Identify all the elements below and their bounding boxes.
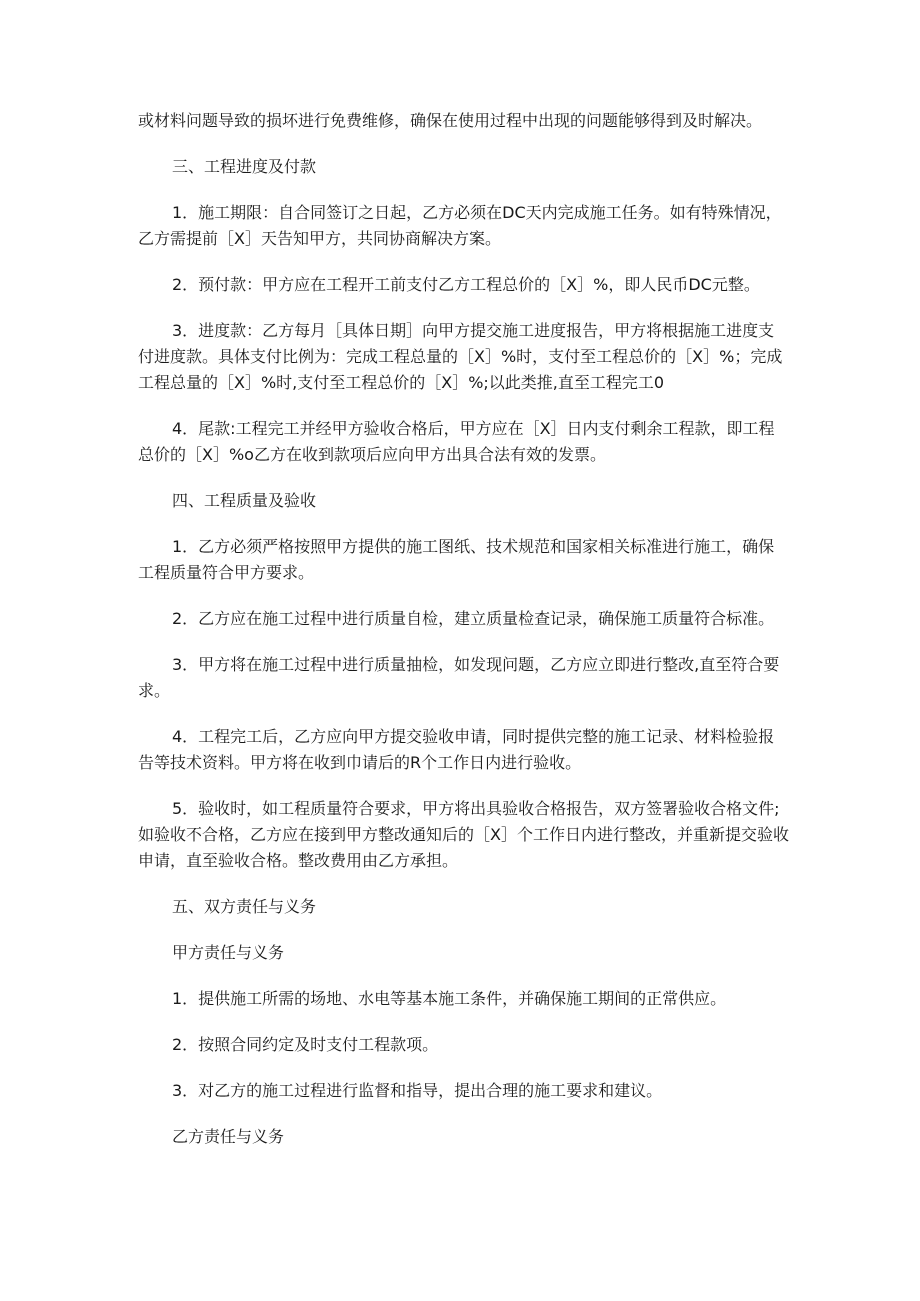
paragraph-acceptance-application: 4．工程完工后，乙方应向甲方提交验收申请，同时提供完整的施工记录、材料检验报告等技术资料。甲方将在收到巾请后的R个工作日内进行验收。 bbox=[138, 727, 775, 772]
paragraph-advance-payment: 2．预付款：甲方应在工程开工前支付乙方工程总价的［X］%，即人民币DC元整。 bbox=[172, 275, 760, 294]
paragraph-construction-period: 1．施工期限：自合同签订之日起，乙方必须在DC天内完成施工任务。如有特殊情况，乙方需提前［X］天告知甲方，共同协商解决方案。 bbox=[138, 203, 782, 248]
section-heading-responsibilities: 五、双方责任与义务 bbox=[172, 897, 317, 916]
section-heading-quality-acceptance: 四、工程质量及验收 bbox=[172, 491, 317, 510]
paragraph-party-a-payment: 2．按照合同约定及时支付工程款项。 bbox=[172, 1035, 439, 1054]
paragraph-acceptance-result: 5．验收时，如工程质量符合要求，甲方将出具验收合格报告，双方签署验收合格文件;如验收不合格，乙方应在接到甲方整改通知后的［X］个工作日内进行整改，并重新提交验收申请，直至验收合格。整改费用由乙方承担。 bbox=[138, 799, 789, 870]
subheading-party-a-duties: 甲方责任与义务 bbox=[172, 943, 285, 962]
subheading-party-b-duties: 乙方责任与义务 bbox=[172, 1127, 285, 1146]
paragraph-warranty-continuation: 或材料问题导致的损坏进行免费维修，确保在使用过程中出现的问题能够得到及时解决。 bbox=[138, 111, 763, 130]
paragraph-progress-payment: 3．进度款：乙方每月［具体日期］向甲方提交施工进度报告，甲方将根据施工进度支付进度款。具体支付比例为：完成工程总量的［X］%时，支付至工程总价的［X］%；完成工程总量的［X］%时,支付至工程总价的［X］%;以此类推,直至工程完工0 bbox=[138, 321, 783, 392]
paragraph-quality-standards: 1．乙方必须严格按照甲方提供的施工图纸、技术规范和国家相关标准进行施工，确保工程质量符合甲方要求。 bbox=[138, 537, 775, 582]
paragraph-party-a-site-conditions: 1．提供施工所需的场地、水电等基本施工条件，并确保施工期间的正常供应。 bbox=[172, 989, 727, 1008]
paragraph-spot-check: 3．甲方将在施工过程中进行质量抽检，如发现问题，乙方应立即进行整改,直至符合要求。 bbox=[138, 655, 780, 700]
paragraph-party-a-supervision: 3．对乙方的施工过程进行监督和指导，提出合理的施工要求和建议。 bbox=[172, 1081, 663, 1100]
paragraph-final-payment: 4．尾款:工程完工并经甲方验收合格后，甲方应在［X］日内支付剩余工程款，即工程总价的［X］%o乙方在收到款项后应向甲方出具合法有效的发票。 bbox=[138, 419, 775, 464]
document-body bbox=[138, 108, 790, 1170]
section-heading-schedule-payment: 三、工程进度及付款 bbox=[172, 157, 317, 176]
paragraph-self-inspection: 2．乙方应在施工过程中进行质量自检，建立质量检查记录，确保施工质量符合标准。 bbox=[172, 609, 775, 628]
